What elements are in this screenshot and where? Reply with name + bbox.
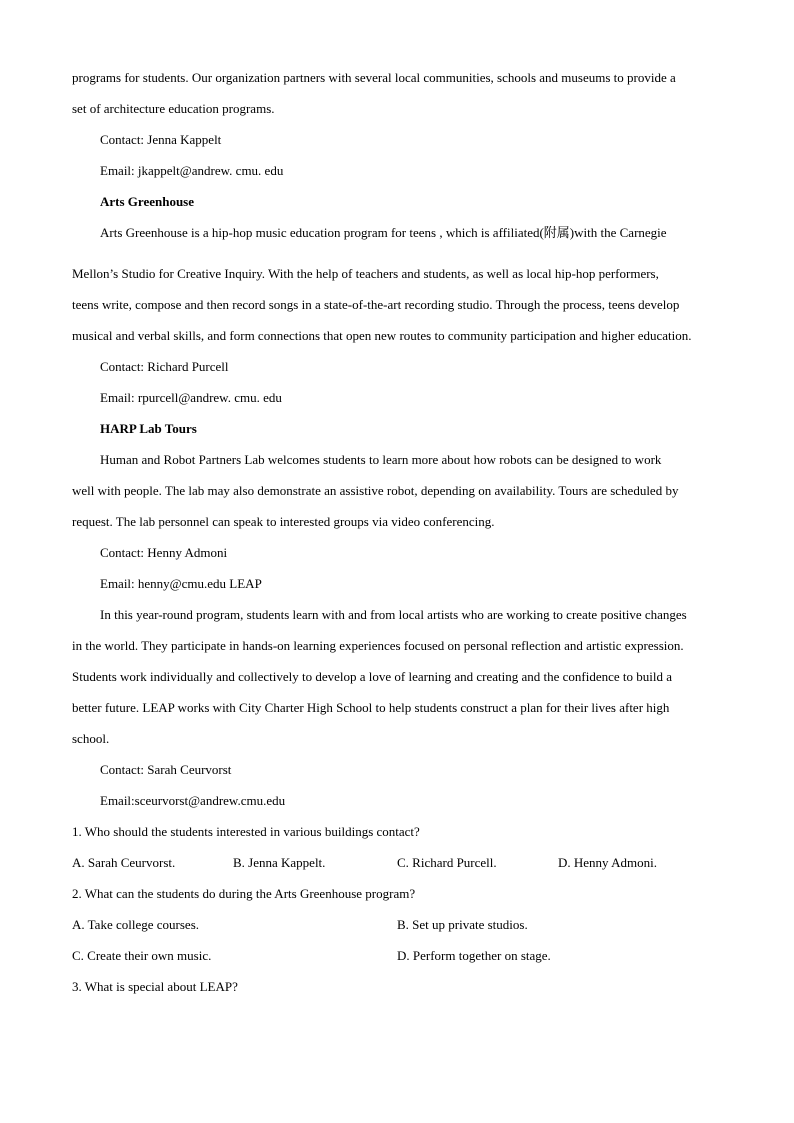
question-3: 3. What is special about LEAP?	[72, 979, 238, 994]
intro-paragraph	[72, 62, 724, 124]
arts-greenhouse-paragraph-line-1: Arts Greenhouse is a hip-hop music education program for teens , which is affiliated(附属)with the Carnegie	[100, 225, 667, 240]
contact-jenna: Contact: Jenna Kappelt	[100, 132, 222, 147]
question-1-options	[72, 847, 724, 878]
intro-line-1: programs for students. Our organization partners with several local communities, schools and museums to provide a	[72, 70, 676, 85]
arts-line-3: teens write, compose and then record songs in a state-of-the-art recording studio. Through the process, teens develop	[72, 297, 680, 312]
q1-option-c: C. Richard Purcell.	[397, 855, 497, 870]
q1-option-a: A. Sarah Ceurvorst.	[72, 855, 176, 870]
harp-lab-heading: HARP Lab Tours	[100, 421, 197, 436]
q2-option-d: D. Perform together on stage.	[397, 948, 551, 963]
email-jenna: Email: jkappelt@andrew. cmu. edu	[100, 163, 284, 178]
contact-richard: Contact: Richard Purcell	[100, 359, 229, 374]
q2-option-b: B. Set up private studios.	[397, 917, 528, 932]
harp-line-1: Human and Robot Partners Lab welcomes students to learn more about how robots can be designed to work	[100, 452, 662, 467]
question-1: 1. Who should the students interested in various buildings contact?	[72, 824, 420, 839]
leap-line-5: school.	[72, 731, 110, 746]
email-henny: Email: henny@cmu.edu LEAP	[100, 576, 262, 591]
q1-option-d: D. Henny Admoni.	[558, 855, 657, 870]
arts-greenhouse-heading: Arts Greenhouse	[100, 194, 195, 209]
question-2: 2. What can the students do during the Arts Greenhouse program?	[72, 886, 416, 901]
harp-line-2: well with people. The lab may also demonstrate an assistive robot, depending on availability. Tours are scheduled by	[72, 483, 679, 498]
intro-line-2: set of architecture education programs.	[72, 101, 275, 116]
harp-lab-paragraph	[72, 444, 724, 537]
leap-line-1: In this year-round program, students learn with and from local artists who are working to create positive changes	[100, 607, 687, 622]
document-page	[72, 62, 724, 1002]
harp-line-3: request. The lab personnel can speak to interested groups via video conferencing.	[72, 514, 495, 529]
q2-option-a: A. Take college courses.	[72, 917, 199, 932]
leap-line-2: in the world. They participate in hands-on learning experiences focused on personal reflection and artistic expression.	[72, 638, 684, 653]
contact-sarah: Contact: Sarah Ceurvorst	[100, 762, 232, 777]
leap-line-3: Students work individually and collectively to develop a love of learning and creating and the confidence to build a	[72, 669, 672, 684]
email-sarah: Email:sceurvorst@andrew.cmu.edu	[100, 793, 286, 808]
email-richard: Email: rpurcell@andrew. cmu. edu	[100, 390, 282, 405]
arts-line-2: Mellon’s Studio for Creative Inquiry. With the help of teachers and students, as well as local hip-hop performers,	[72, 266, 659, 281]
leap-paragraph	[72, 599, 724, 754]
question-2-options-row-2	[72, 940, 724, 971]
q1-option-b: B. Jenna Kappelt.	[233, 855, 326, 870]
q2-option-c: C. Create their own music.	[72, 948, 212, 963]
leap-line-4: better future. LEAP works with City Charter High School to help students construct a plan for their lives after high	[72, 700, 670, 715]
question-2-options-row-1	[72, 909, 724, 940]
arts-line-4: musical and verbal skills, and form connections that open new routes to community participation and higher education.	[72, 328, 692, 343]
arts-greenhouse-paragraph	[72, 258, 724, 351]
contact-henny: Contact: Henny Admoni	[100, 545, 228, 560]
